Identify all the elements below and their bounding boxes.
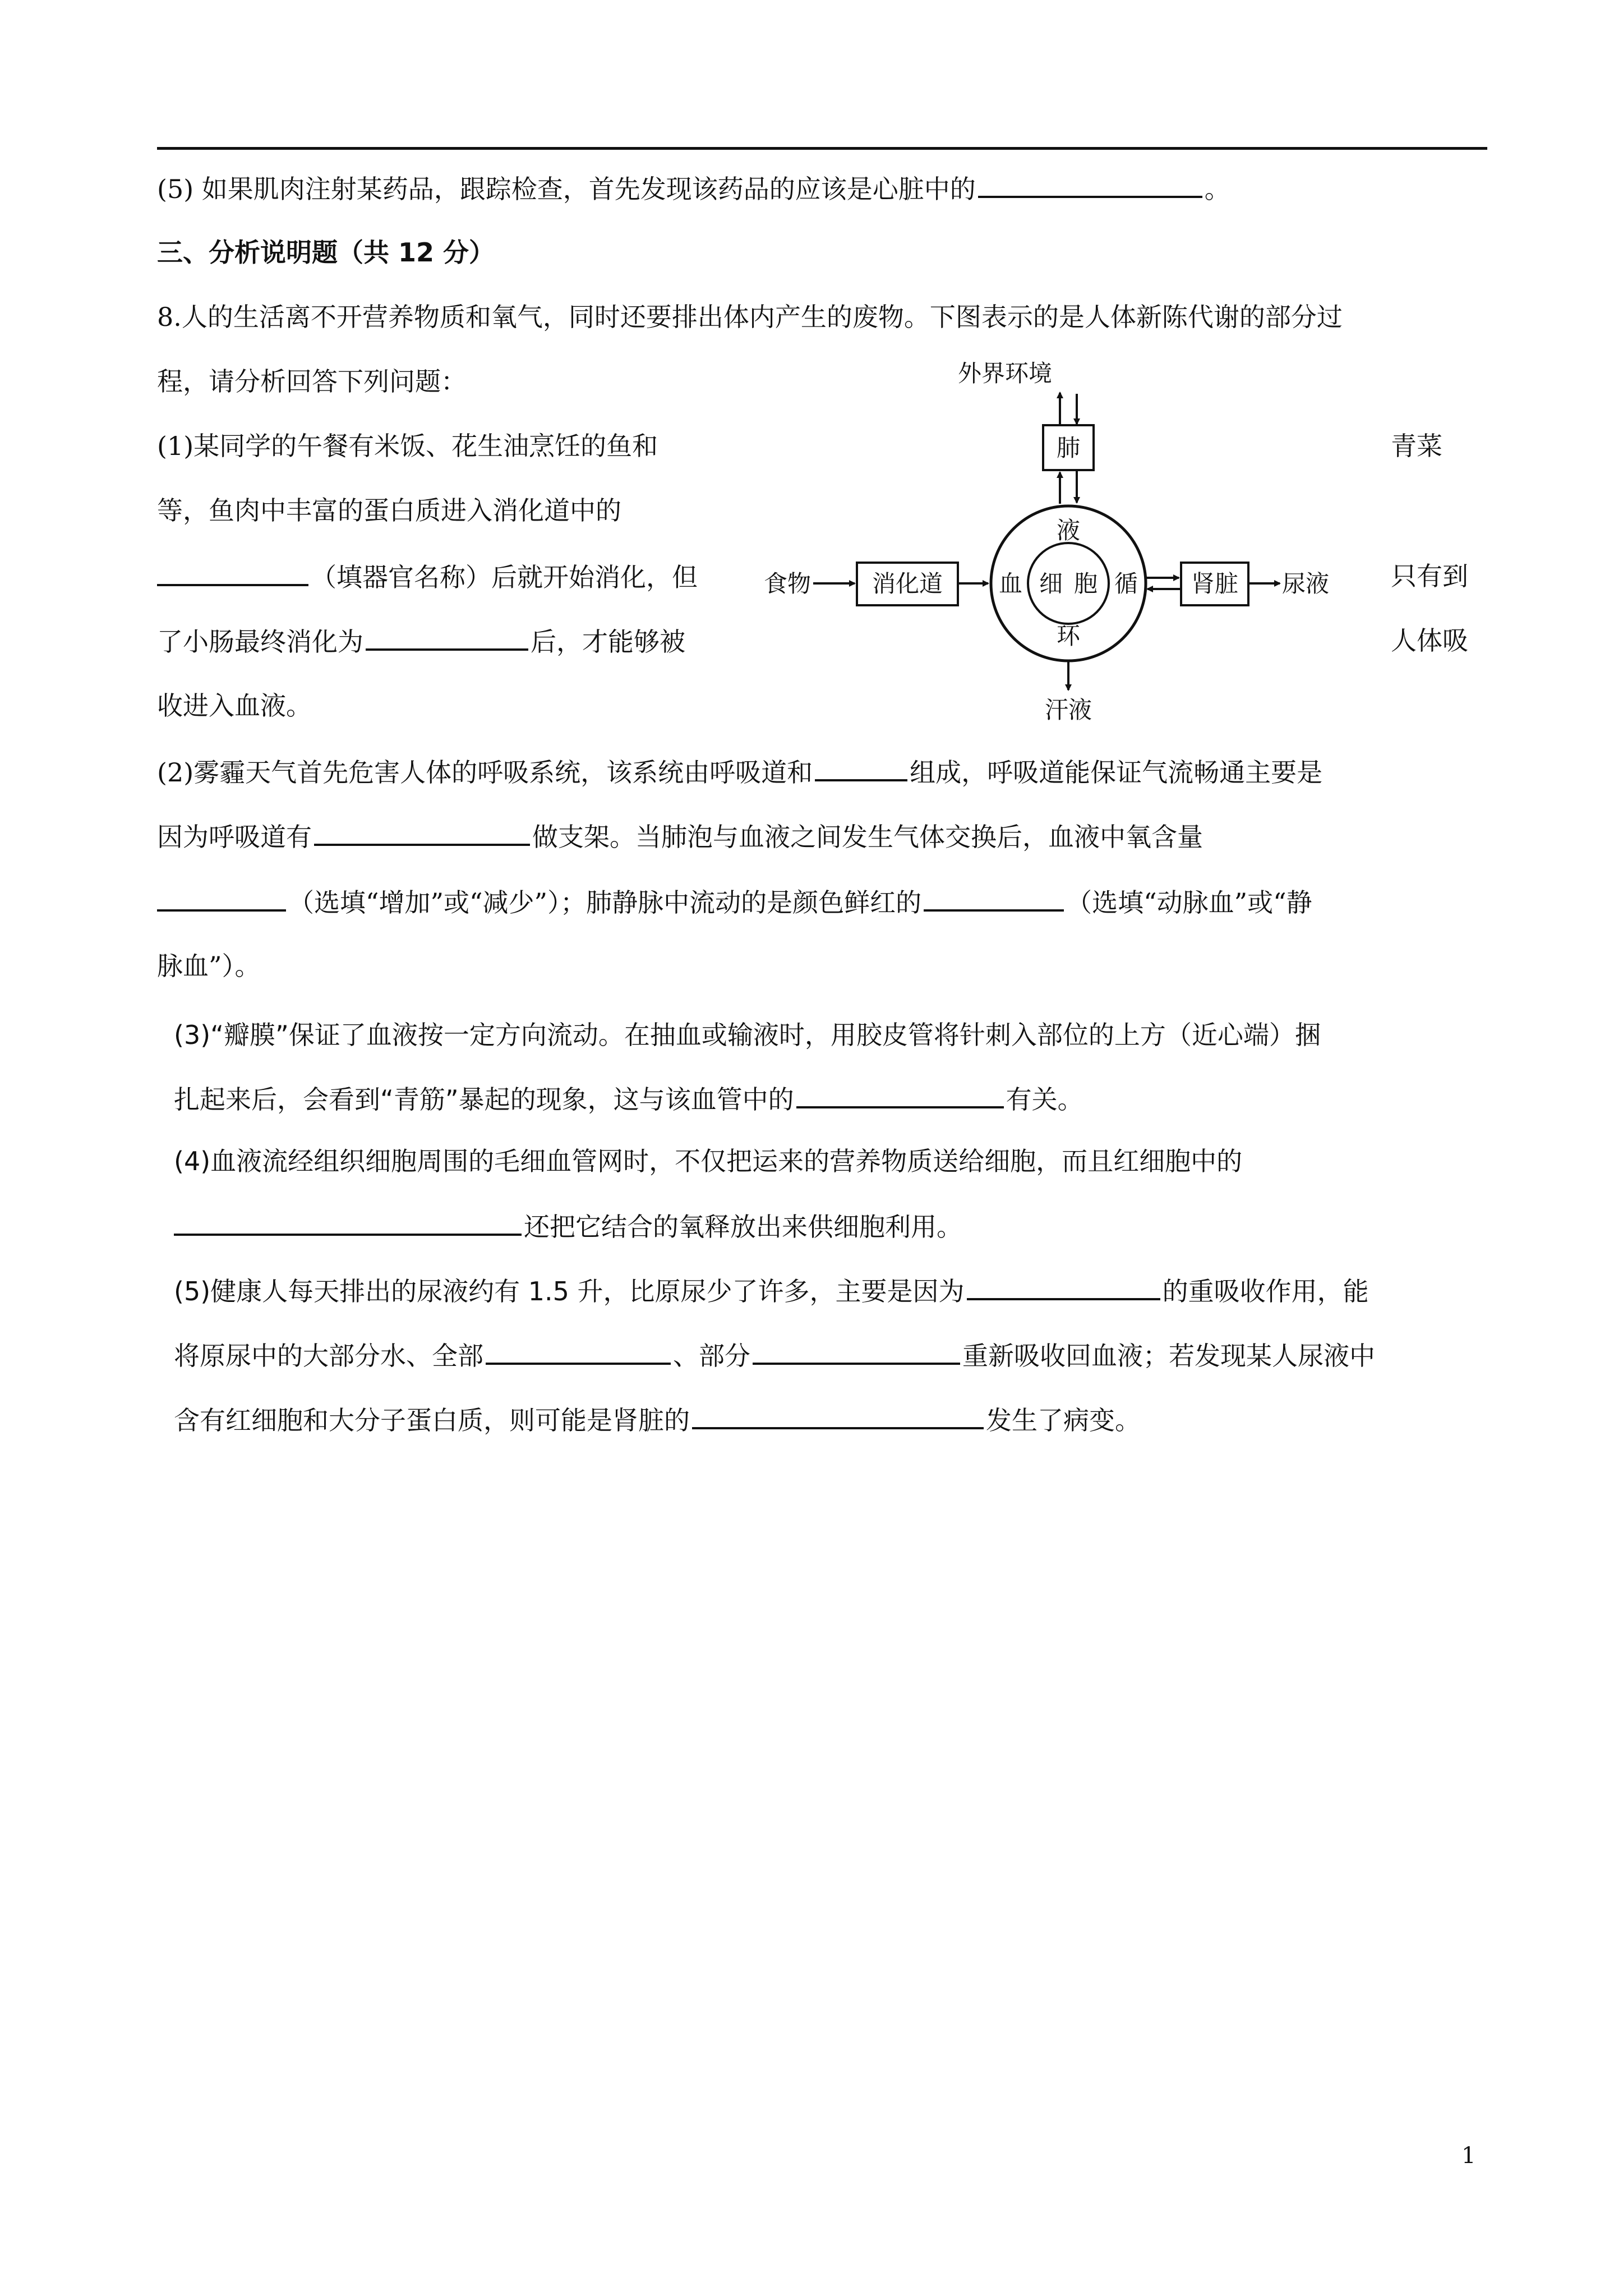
blank-q8-p5-glucose[interactable] (486, 1338, 671, 1365)
blank-q5-top[interactable] (978, 171, 1202, 198)
q8-p2-line-1b: 组成，呼吸道能保证气流畅通主要是 (910, 757, 1323, 788)
q8-p1-line-3-text: （填器官名称）后就开始消化，但 (311, 562, 698, 592)
q8-p5-line-2a: 将原尿中的大部分水、全部 (174, 1341, 483, 1371)
q8-p5-line-3b: 发生了病变。 (986, 1405, 1141, 1435)
q8-p5-line-3 (174, 1402, 1141, 1437)
blank-q8-p1-organ[interactable] (157, 559, 308, 586)
q8-p2-line-3 (157, 885, 1312, 919)
section-3-title: 三、分析说明题（共 12 分） (157, 237, 495, 268)
blank-q8-p5-salts[interactable] (753, 1338, 960, 1365)
q8-p2-line-3b: （选填“动脉血”或“静 (1066, 887, 1312, 918)
label-kidney: 肾脏 (1191, 570, 1239, 597)
blank-q8-p4-hemoglobin[interactable] (174, 1209, 522, 1236)
q8-p2-line-4: 脉血”）。 (157, 951, 261, 981)
q8-intro-line-2: 程，请分析回答下列问题： (157, 366, 467, 397)
q8-p1-line-5: 收进入血液。 (157, 691, 312, 721)
q8-p2-line-2b: 做支架。当肺泡与血液之间发生气体交换后，血液中氧含量 (532, 822, 1203, 852)
blank-q8-p2-blood-type[interactable] (924, 885, 1064, 912)
q5-top-end: 。 (1204, 174, 1230, 204)
label-external-environment: 外界环境 (957, 360, 1053, 387)
q8-p1-line-4-right: 人体吸 (1391, 625, 1468, 656)
q8-p1-line-3-right: 只有到 (1391, 561, 1468, 591)
label-liquid: 液 (1056, 517, 1081, 544)
blank-q8-p1-product[interactable] (366, 624, 528, 651)
blank-q8-p5-tubule[interactable] (967, 1273, 1160, 1300)
label-urine: 尿液 (1282, 570, 1330, 597)
q8-p1-line-2: 等，鱼肉中丰富的蛋白质进入消化道中的 (157, 495, 621, 526)
q8-p5-line-2c: 重新吸收回血液；若发现某人尿液中 (962, 1341, 1375, 1371)
q8-p2-line-2a: 因为呼吸道有 (157, 822, 312, 852)
label-blood: 血 (998, 570, 1023, 597)
q8-p5-line-1a: (5)健康人每天排出的尿液约有 1.5 升，比原尿少了许多，主要是因为 (174, 1276, 965, 1306)
metabolism-diagram (758, 353, 1336, 729)
blank-q8-p2-oxygen[interactable] (157, 885, 286, 912)
page-number: 1 (1461, 2143, 1476, 2169)
q8-p3-line-2b: 有关。 (1006, 1084, 1083, 1115)
q8-p3-line-2a: 扎起来后，会看到“青筋”暴起的现象，这与该血管中的 (174, 1084, 794, 1115)
blank-q8-p2-support[interactable] (314, 819, 530, 846)
q8-p2-line-1a: (2)雾霾天气首先危害人体的呼吸系统，该系统由呼吸道和 (157, 757, 813, 788)
q8-p4-line-2 (174, 1209, 962, 1244)
q8-p2-line-2 (157, 819, 1203, 854)
q8-intro-line-1: 8.人的生活离不开营养物质和氧气，同时还要排出体内产生的废物。下图表示的是人体新陈代谢的部分过 (157, 302, 1343, 332)
q8-p5-line-1b: 的重吸收作用，能 (1162, 1276, 1369, 1306)
label-cell-1: 细 (1039, 570, 1063, 597)
q8-p1-line-4a: 了小肠最终消化为 (157, 627, 363, 657)
label-food: 食物 (764, 570, 811, 597)
q8-p5-line-3a: 含有红细胞和大分子蛋白质，则可能是肾脏的 (174, 1405, 690, 1435)
q8-p1-line-4 (157, 624, 685, 659)
label-cell-2: 胞 (1073, 570, 1098, 597)
blank-q8-p5-glomerulus[interactable] (692, 1402, 984, 1429)
header-rule (157, 147, 1487, 150)
blank-q8-p3-valve[interactable] (796, 1082, 1004, 1108)
blank-q8-p2-organ[interactable] (815, 754, 907, 781)
label-cycle: 循 (1114, 570, 1138, 597)
q8-p2-line-1 (157, 754, 1322, 789)
q8-p5-line-1 (174, 1273, 1369, 1308)
q8-p1-line-4b: 后，才能够被 (531, 627, 685, 657)
q5-top-line (157, 171, 1230, 206)
label-sweat: 汗液 (1044, 696, 1092, 724)
q8-p1-line-1: (1)某同学的午餐有米饭、花生油烹饪的鱼和 (157, 431, 658, 461)
q8-p3-line-1: (3)“瓣膜”保证了血液按一定方向流动。在抽血或输液时，用胶皮管将针刺入部位的上方（近心端）捆 (174, 1020, 1321, 1050)
q8-p4-line-2-text: 还把它结合的氧释放出来供细胞利用。 (524, 1212, 962, 1242)
q5-top-text: (5) 如果肌肉注射某药品，跟踪检查，首先发现该药品的应该是心脏中的 (157, 174, 976, 204)
q8-p4-line-1: (4)血液流经组织细胞周围的毛细血管网时，不仅把运来的营养物质送给细胞，而且红细胞中的 (174, 1146, 1243, 1176)
label-digestive-tract: 消化道 (872, 570, 943, 597)
q8-p5-line-2 (174, 1338, 1375, 1373)
q8-p3-line-2 (174, 1082, 1083, 1116)
label-lung: 肺 (1056, 434, 1081, 462)
label-ring: 环 (1056, 622, 1081, 650)
q8-p1-line-3 (157, 559, 698, 594)
q8-p5-line-2b: 、部分 (673, 1341, 750, 1371)
q8-p2-line-3a: （选填“增加”或“减少”）；肺静脉中流动的是颜色鲜红的 (288, 887, 922, 918)
q8-p1-line-1-right: 青菜 (1391, 431, 1442, 461)
